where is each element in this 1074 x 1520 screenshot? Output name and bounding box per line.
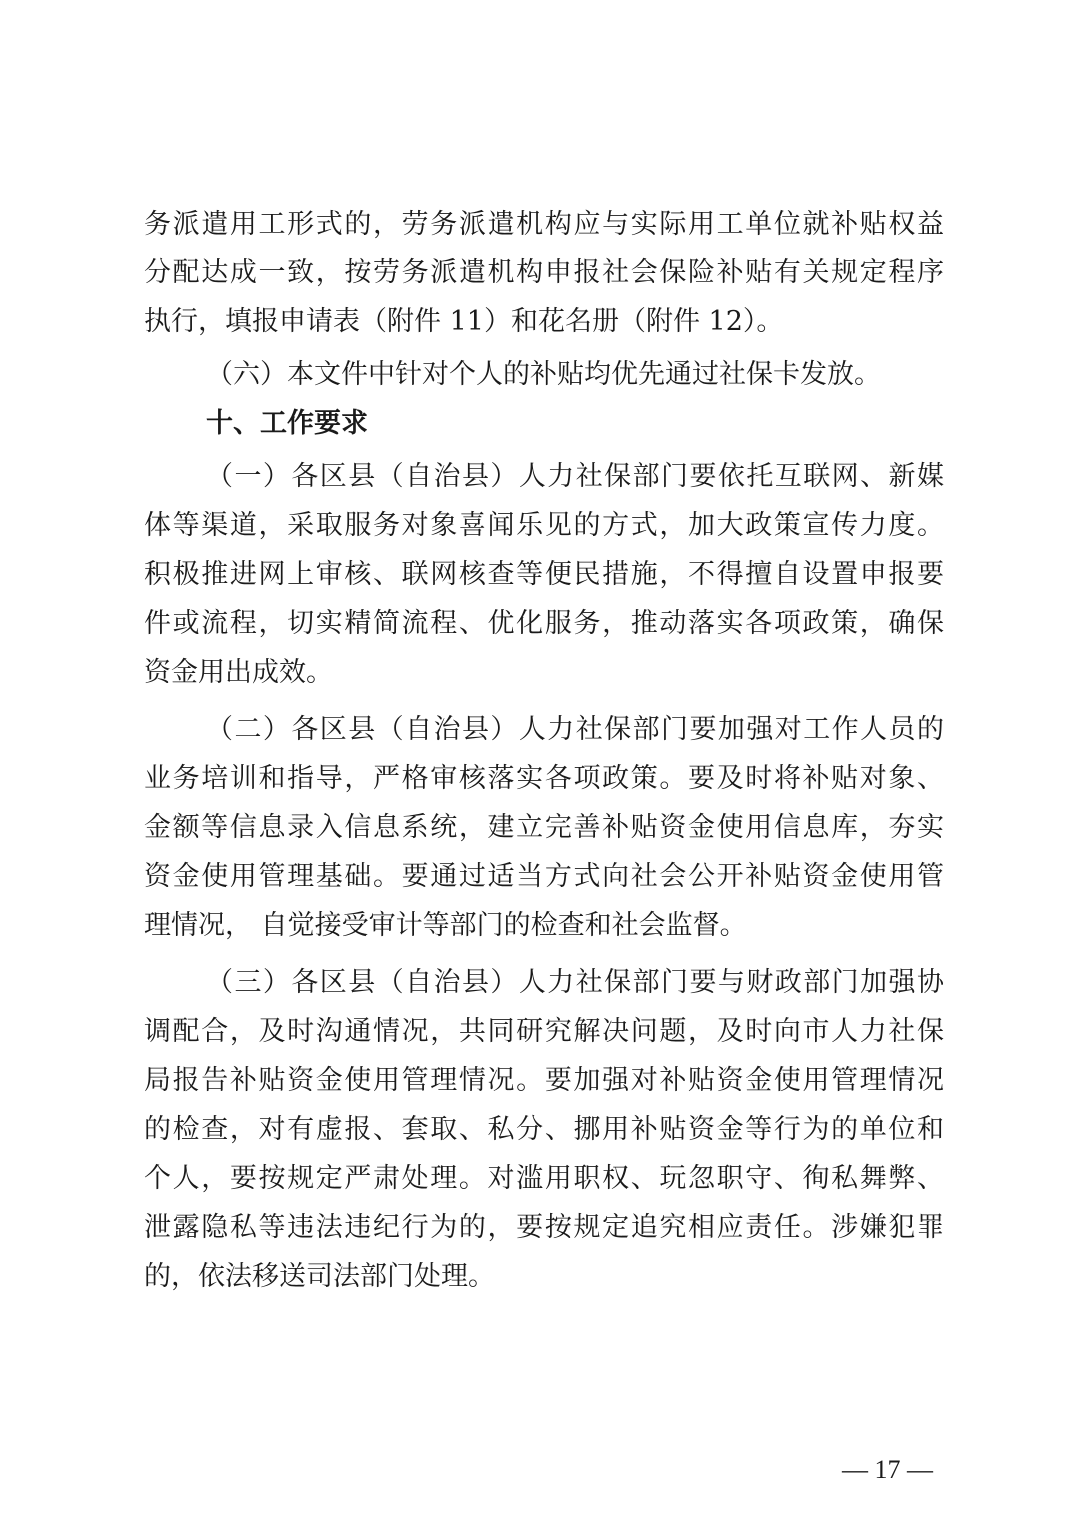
paragraph-line: 泄露隐私等违法违纪行为的，要按规定追究相应责任。涉嫌犯罪 — [144, 1212, 944, 1243]
paragraph-line: 局报告补贴资金使用管理情况。要加强对补贴资金使用管理情况 — [144, 1065, 944, 1096]
paragraph-line: 体等渠道，采取服务对象喜闻乐见的方式，加大政策宣传力度。 — [144, 510, 944, 541]
paragraph-line: 资金使用管理基础。要通过适当方式向社会公开补贴资金使用管 — [144, 861, 944, 892]
paragraph-line: （一）各区县（自治县）人力社保部门要依托互联网、新媒 — [206, 461, 944, 492]
paragraph-line: 件或流程，切实精简流程、优化服务，推动落实各项政策，确保 — [144, 608, 944, 639]
paragraph-line: （六）本文件中针对个人的补贴均优先通过社保卡发放。 — [206, 359, 881, 390]
paragraph-line: 理情况， 自觉接受审计等部门的检查和社会监督。 — [144, 910, 747, 941]
paragraph-line: 业务培训和指导，严格审核落实各项政策。要及时将补贴对象、 — [144, 763, 944, 794]
paragraph-line: （三）各区县（自治县）人力社保部门要与财政部门加强协 — [206, 967, 944, 998]
paragraph-line: 金额等信息录入信息系统，建立完善补贴资金使用信息库，夯实 — [144, 812, 944, 843]
paragraph-line: 个人，要按规定严肃处理。对滥用职权、玩忽职守、徇私舞弊、 — [144, 1163, 944, 1194]
paragraph-line: （二）各区县（自治县）人力社保部门要加强对工作人员的 — [206, 714, 944, 745]
paragraph-line: 调配合，及时沟通情况，共同研究解决问题，及时向市人力社保 — [144, 1016, 944, 1047]
paragraph-line: 积极推进网上审核、联网核查等便民措施，不得擅自设置申报要 — [144, 559, 944, 590]
section-heading: 十、工作要求 — [206, 408, 368, 439]
paragraph-line: 资金用出成效。 — [144, 657, 333, 688]
paragraph-line: 执行，填报申请表（附件 11）和花名册（附件 12）。 — [144, 306, 784, 337]
paragraph-line: 的，依法移送司法部门处理。 — [144, 1261, 495, 1292]
page-number: — 17 — — [842, 1455, 933, 1484]
paragraph-line: 分配达成一致，按劳务派遣机构申报社会保险补贴有关规定程序 — [144, 257, 944, 288]
paragraph-line: 务派遣用工形式的，劳务派遣机构应与实际用工单位就补贴权益 — [144, 209, 944, 240]
paragraph-line: 的检查，对有虚报、套取、私分、挪用补贴资金等行为的单位和 — [144, 1114, 944, 1145]
